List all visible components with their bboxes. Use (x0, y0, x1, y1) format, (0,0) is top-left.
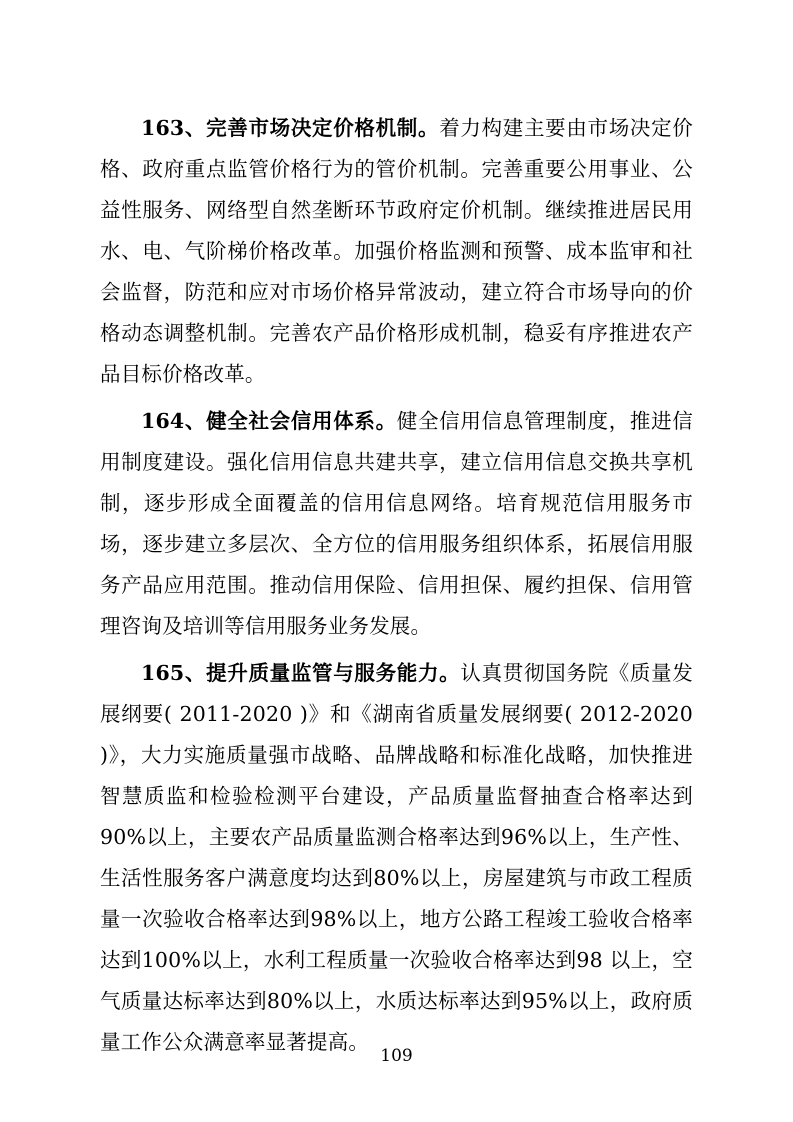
paragraph-number: 163、 (141, 116, 207, 140)
paragraph-164 (100, 401, 693, 647)
paragraph-body: 健全信用信息管理制度，推进信用制度建设。强化信用信息共建共享，建立信用信息交换共享机制，逐步形成全面覆盖的信用信息网络。培育规范信用服务市场，逐步建立多层次、全方位的信用服务组织体系，拓展信用服务产品应用范围。推动信用保险、信用担保、履约担保、信用管理咨询及培训等信用服务业务发展。 (100, 409, 693, 638)
paragraph-number: 164、 (141, 409, 207, 433)
paragraph-heading: 完善市场决定价格机制。 (206, 116, 440, 140)
paragraph-163 (100, 108, 693, 395)
paragraph-body: 着力构建主要由市场决定价格、政府重点监管价格行为的管价机制。完善重要公用事业、公益性服务、网络型自然垄断环节政府定价机制。继续推进居民用水、电、气阶梯价格改革。加强价格监测和预警、成本监审和社会监督，防范和应对市场价格异常波动，建立符合市场导向的价格动态调整机制。完善农产品价格形成机制，稳妥有序推进农产品目标价格改革。 (100, 116, 693, 386)
paragraph-heading: 健全社会信用体系。 (206, 409, 397, 433)
paragraph-heading: 提升质量监管与服务能力。 (206, 661, 461, 685)
paragraph-165 (100, 653, 693, 1063)
paragraph-body: 认真贯彻国务院《质量发展纲要( 2011-2020 )》和《湖南省质量发展纲要( 2012-2020 )》，大力实施质量强市战略、品牌战略和标准化战略，加快推进智慧质监和检验检测平台建设，产品质量监督抽查合格率达到90%以上，主要农产品质量监测合格率达到96%以上，生产性、生活性服务客户满意度均达到80%以上，房屋建筑与市政工程质量一次验收合格率达到98%以上，地方公路工程竣工验收合格率达到100%以上，水利工程质量一次验收合格率达到98 以上，空气质量达标率达到80%以上，水质达标率达到95%以上，政府质量工作公众满意率显著提高。 (100, 661, 694, 1054)
paragraph-number: 165、 (141, 661, 207, 685)
page-number: 109 (380, 1046, 413, 1066)
